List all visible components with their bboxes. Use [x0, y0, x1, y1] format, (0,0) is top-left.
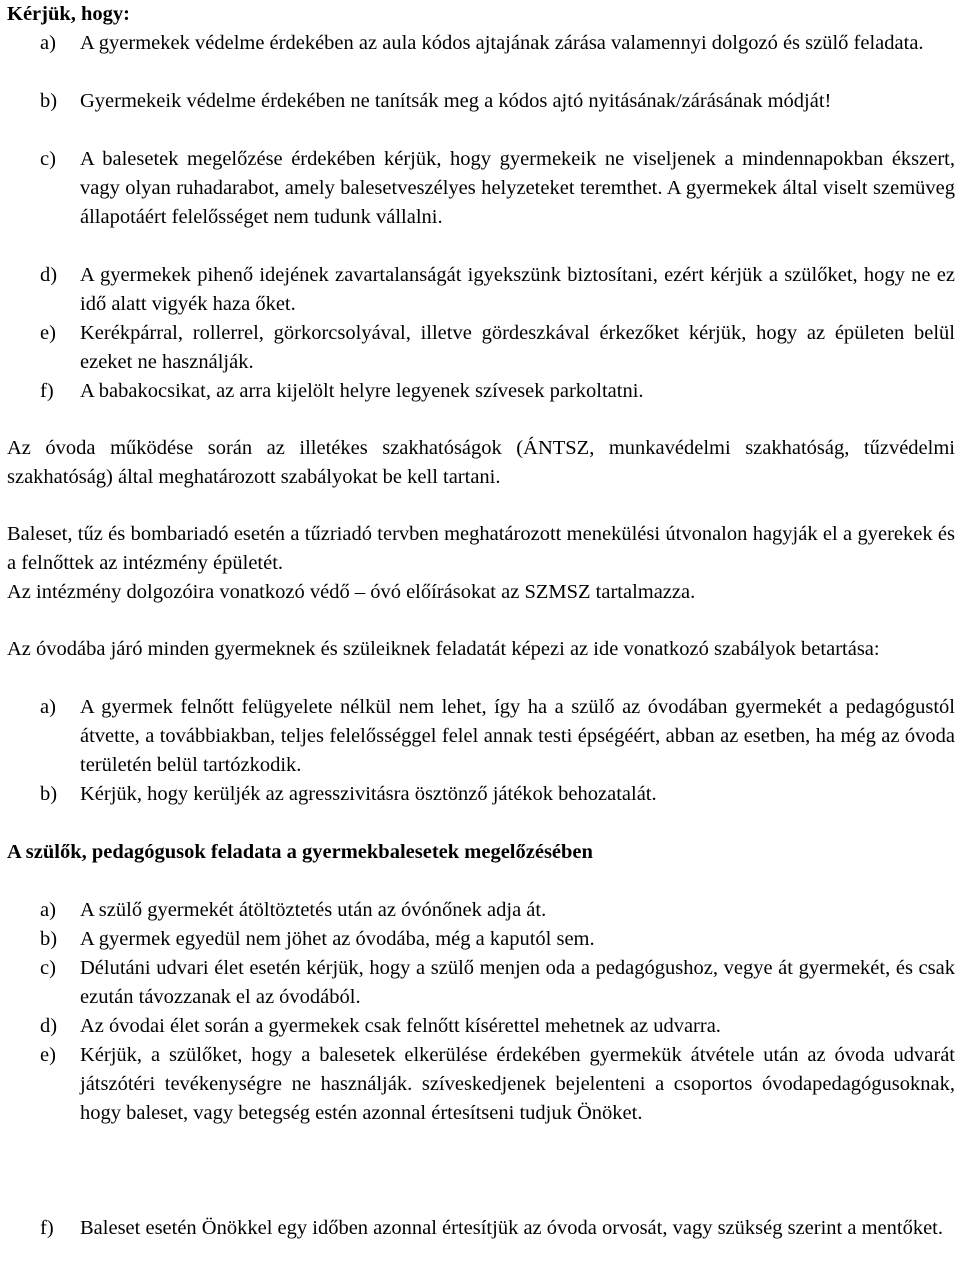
list-item [7, 954, 955, 1012]
list-item-label: c) [40, 957, 56, 979]
list-item [7, 896, 955, 925]
list-item [7, 261, 955, 319]
list-item-label: f) [40, 1217, 54, 1239]
list-item [7, 693, 955, 780]
list-item [7, 1041, 955, 1128]
list-item-text: Baleset esetén Önökkel egy időben azonnal értesítjük az óvoda orvosát, vagy szükség szerint a mentőket. [80, 1217, 944, 1239]
list-item-text: A gyermekek védelme érdekében az aula kódos ajtajának zárása valamennyi dolgozó és szülő feladata. [80, 32, 924, 54]
list-item [7, 925, 955, 954]
list-item-text: A balesetek megelőzése érdekében kérjük, hogy gyermekeik ne viseljenek a mindennapokban ékszert, vagy olyan ruhadarabot, amely balesetveszélyes helyzeteket teremthet. A gyermekek által viselt szemüveg állapotáért felelősséget nem tudunk vállalni. [80, 148, 955, 228]
list-item [7, 319, 955, 377]
list-item-label: d) [40, 264, 58, 286]
list-item [7, 87, 955, 116]
list-item-text: A szülő gyermekét átöltöztetés után az óvónőnek adja át. [80, 899, 547, 921]
list-item-label: e) [40, 1044, 56, 1066]
list-item [7, 29, 955, 58]
list-item-text: Kérjük, hogy kerüljék az agresszivitásra ösztönző játékok behozatalát. [80, 783, 657, 805]
list-item-text: Az óvodai élet során a gyermekek csak felnőtt kísérettel mehetnek az udvarra. [80, 1015, 721, 1037]
section-heading-accident-prevention: A szülők, pedagógusok feladata a gyermekbalesetek megelőzésében [7, 841, 593, 863]
list-item [7, 377, 955, 406]
list-item-text: A babakocsikat, az arra kijelölt helyre legyenek szívesek parkoltatni. [80, 380, 644, 402]
list-item-label: d) [40, 1015, 58, 1037]
list-item-text: Kerékpárral, rollerrel, görkorcsolyával, illetve gördeszkával érkezőket kérjük, hogy az épületen belül ezeket ne használják. [80, 322, 955, 373]
list-item-text: Gyermekeik védelme érdekében ne tanítsák meg a kódos ajtó nyitásának/zárásának módját! [80, 90, 832, 112]
paragraph-evacuation: Baleset, tűz és bombariadó esetén a tűzriadó tervben meghatározott menekülési útvonalon hagyják el a gyerekek és a felnőttek az intézmény épületét. [7, 523, 955, 574]
list-item-text: A gyermek egyedül nem jöhet az óvodába, még a kaputól sem. [80, 928, 595, 950]
list-item [7, 1214, 955, 1243]
paragraph-szmsz: Az intézmény dolgozóira vonatkozó védő – óvó előírásokat az SZMSZ tartalmazza. [7, 581, 696, 603]
list-item-label: a) [40, 899, 56, 921]
list-item-label: b) [40, 90, 58, 112]
list-item-text: A gyermek felnőtt felügyelete nélkül nem lehet, így ha a szülő az óvodában gyermekét a pedagógustól átvette, a továbbiakban, teljes felelősséggel felel annak testi épségéért, abban az esetben, ha még az óvoda területén belül tartózkodik. [80, 696, 955, 776]
section-heading-kerjuk: Kérjük, hogy: [7, 3, 130, 25]
list-item-label: e) [40, 322, 56, 344]
list-item-label: b) [40, 928, 58, 950]
list-item-text: Kérjük, a szülőket, hogy a balesetek elkerülése érdekében gyermekük átvétele után az óvoda udvarát játszótéri tevékenységre ne használják. szíveskedjenek bejelenteni a csoportos óvodapedagógusoknak, hogy baleset, vagy betegség estén azonnal értesítseni tudjuk Önöket. [80, 1044, 955, 1124]
list-item [7, 145, 955, 232]
list-item-label: b) [40, 783, 58, 805]
list-item [7, 780, 955, 809]
list-item-label: a) [40, 32, 56, 54]
list-item-label: a) [40, 696, 56, 718]
list-item-text: A gyermekek pihenő idejének zavartalanságát igyekszünk biztosítani, ezért kérjük a szülőket, hogy ne ez idő alatt vigyék haza őket. [80, 264, 955, 315]
list-item-text: Délutáni udvari élet esetén kérjük, hogy a szülő menjen oda a pedagógushoz, vegye át gyermekét, és csak ezután távozzanak el az óvodából. [80, 957, 955, 1008]
list-item-label: f) [40, 380, 54, 402]
list-item [7, 1012, 955, 1041]
paragraph-authorities: Az óvoda működése során az illetékes szakhatóságok (ÁNTSZ, munkavédelmi szakhatóság, tűzvédelmi szakhatóság) által meghatározott szabályokat be kell tartani. [7, 437, 955, 488]
list-item-label: c) [40, 148, 56, 170]
paragraph-rules-intro: Az óvodába járó minden gyermeknek és szüleiknek feladatát képezi az ide vonatkozó szabályok betartása: [7, 638, 880, 660]
